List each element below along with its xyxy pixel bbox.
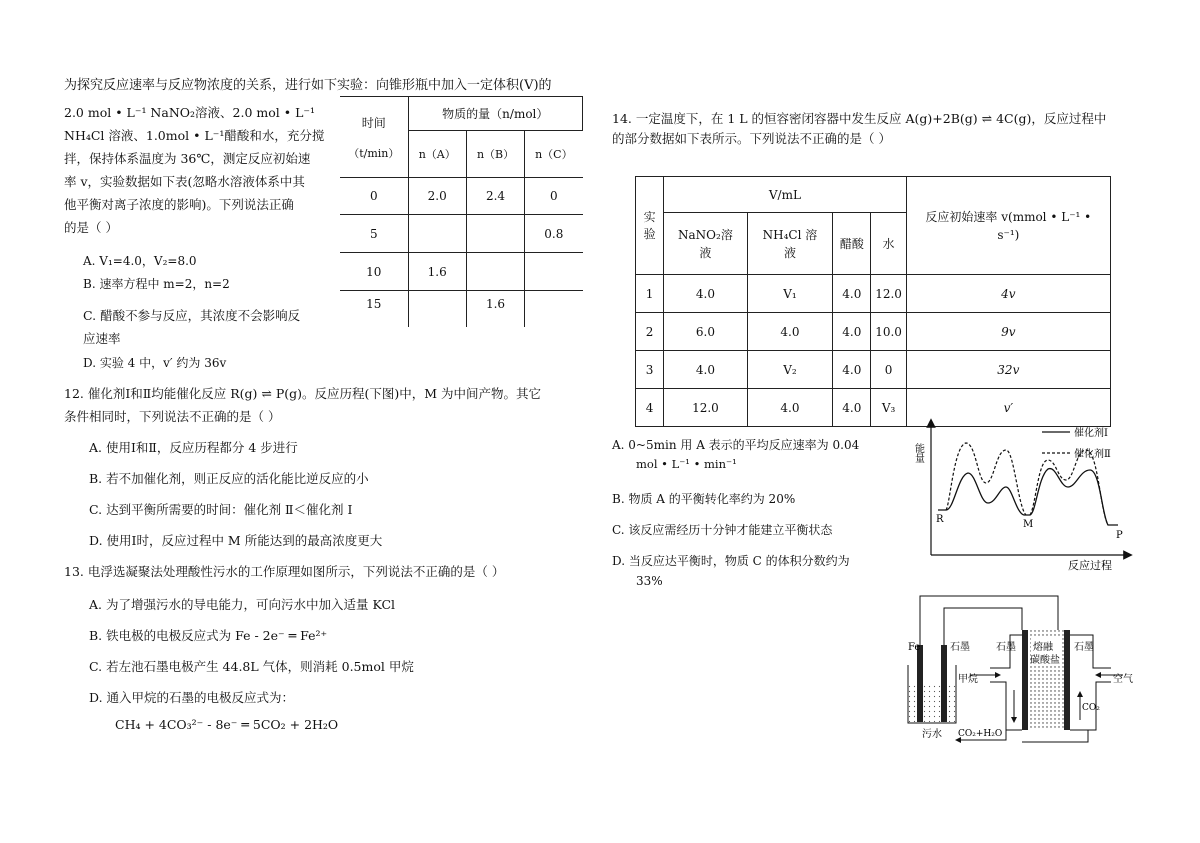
table-cell: 4.0	[833, 351, 871, 389]
graphite-label-mid: 石墨	[996, 642, 1016, 653]
salt-label-1: 熔融	[1033, 642, 1053, 653]
y-axis-label: 能量	[912, 443, 924, 463]
table-cell	[525, 291, 583, 327]
air-label: 空气	[1113, 674, 1133, 685]
q12-line: 12. 催化剂Ⅰ和Ⅱ均能催化反应 R(g) ⇌ P(g)。反应历程(下图)中，M 为中间产物。其它	[64, 386, 542, 401]
q14-option-a-cont: mol • L⁻¹ • min⁻¹	[636, 457, 737, 471]
table-cell: 12.0	[664, 389, 748, 427]
q12-option-a: A. 使用Ⅰ和Ⅱ，反应历程都分 4 步进行	[89, 440, 298, 455]
table-row	[636, 313, 1111, 351]
table-cell	[466, 215, 524, 253]
fe-label: Fe	[908, 642, 921, 653]
col-header: 醋酸	[833, 213, 871, 275]
experiment-table	[635, 176, 1111, 427]
table-row	[340, 215, 583, 253]
graphite-label-left: 石墨	[950, 642, 970, 653]
energy-diagram	[896, 415, 1136, 575]
amount-header: 物质的量（n/mol）	[408, 97, 582, 131]
table-cell	[466, 253, 524, 291]
table-cell: 1	[636, 275, 664, 313]
x-axis-label: 反应过程	[1068, 559, 1112, 572]
table-cell: 32v	[906, 351, 1110, 389]
table-cell	[408, 291, 466, 327]
table-cell: 2.4	[466, 178, 524, 215]
table-cell: 4	[636, 389, 664, 427]
q12-option-c: C. 达到平衡所需要的时间：催化剂 Ⅱ＜催化剂 Ⅰ	[89, 502, 353, 517]
table-row	[340, 253, 583, 291]
table-cell: 4.0	[833, 275, 871, 313]
q13-option-c: C. 若左池石墨电极产生 44.8L 气体，则消耗 0.5mol 甲烷	[89, 659, 414, 674]
table-cell: V₃	[871, 389, 906, 427]
table-cell: 10	[340, 253, 408, 291]
table-row	[636, 351, 1111, 389]
graphite-electrode-left	[941, 645, 947, 722]
exhaust-label: CO₂+H₂O	[958, 729, 1003, 739]
fe-electrode	[917, 645, 923, 722]
table-cell: 0	[525, 178, 583, 215]
q13-option-a: A. 为了增强污水的导电能力，可向污水中加入适量 KCl	[89, 597, 396, 612]
table-cell: 3	[636, 351, 664, 389]
q11-line: 他平衡对离子浓度的影响)。下列说法正确	[64, 197, 294, 212]
q11-option-c-cont: 应速率	[83, 331, 121, 346]
q13-option-d: D. 通入甲烷的石墨的电极反应式为：	[89, 690, 295, 705]
table-row	[340, 178, 583, 215]
co2-recycle-line	[1022, 730, 1088, 742]
table-cell: 10.0	[871, 313, 906, 351]
time-header: 时间 （t/min）	[340, 97, 408, 178]
table-cell	[408, 215, 466, 253]
curve-catalyst-1	[938, 469, 1118, 525]
volume-header: V/mL	[664, 177, 907, 213]
q11-option-a: A. V₁=4.0，V₂=8.0	[83, 254, 197, 268]
table-cell: 6.0	[664, 313, 748, 351]
rate-header: 反应初始速率 v(mmol • L⁻¹ • s⁻¹)	[906, 177, 1110, 275]
q11-option-b: B. 速率方程中 m=2，n=2	[83, 277, 230, 291]
graphite-electrode-mid	[1022, 630, 1028, 730]
q11-line: 拌，保持体系温度为 36℃，测定反应初始速	[64, 151, 311, 166]
table-cell: 4.0	[833, 313, 871, 351]
col-header: NH₄Cl 溶液	[747, 213, 833, 275]
table-cell: v′	[906, 389, 1110, 427]
table-cell: V₂	[747, 351, 833, 389]
q14-line: 的部分数据如下表所示。下列说法不正确的是（ ）	[612, 131, 891, 146]
q13-equation: CH₄ + 4CO₃²⁻ - 8e⁻ ═ 5CO₂ + 2H₂O	[115, 717, 339, 732]
col-header: NaNO₂溶液	[664, 213, 748, 275]
col-header: n（A）	[408, 131, 466, 178]
q11-line: NH₄Cl 溶液、1.0mol • L⁻¹醋酸和水，充分搅	[64, 128, 325, 143]
methane-label: 甲烷	[958, 674, 978, 685]
table-cell: 4v	[906, 275, 1110, 313]
table-cell: 2.0	[408, 178, 466, 215]
col-header: n（B）	[466, 131, 524, 178]
q12-line: 条件相同时，下列说法不正确的是（ ）	[64, 409, 281, 424]
table-cell: 0	[871, 351, 906, 389]
cell-diagram	[898, 590, 1143, 750]
wastewater-liquid	[909, 685, 955, 722]
col-header: 水	[871, 213, 906, 275]
table-cell: 5	[340, 215, 408, 253]
table-cell: 2	[636, 313, 664, 351]
q11-line: 率 v，实验数据如下表(忽略水溶液体系中其	[64, 174, 305, 189]
amount-table	[340, 96, 583, 327]
table-cell: 1.6	[408, 253, 466, 291]
graphite-electrode-right	[1064, 630, 1070, 730]
table-cell: 4.0	[833, 389, 871, 427]
table-cell: 12.0	[871, 275, 906, 313]
q11-option-c: C. 醋酸不参与反应，其浓度不会影响反	[83, 308, 301, 323]
legend-catalyst-1: 催化剂Ⅰ	[1074, 428, 1108, 439]
q14-option-a: A. 0~5min 用 A 表示的平均反应速率为 0.04	[612, 438, 860, 452]
table-row	[636, 275, 1111, 313]
q14-option-d: D. 当反应达平衡时，物质 C 的体积分数约为	[612, 554, 850, 568]
table-cell: 4.0	[664, 351, 748, 389]
graphite-label-right: 石墨	[1074, 642, 1094, 653]
label-p: P	[1116, 530, 1123, 541]
wastewater-label: 污水	[922, 729, 942, 740]
table-cell	[525, 253, 583, 291]
label-m: M	[1023, 519, 1034, 530]
table-cell: V₁	[747, 275, 833, 313]
q14-option-c: C. 该反应需经历十分钟才能建立平衡状态	[612, 523, 833, 537]
q12-option-b: B. 若不加催化剂，则正反应的活化能比逆反应的小	[89, 471, 369, 486]
q13-option-b: B. 铁电极的电极反应式为 Fe - 2e⁻ ═ Fe²⁺	[89, 628, 328, 643]
table-cell: 15	[340, 291, 408, 327]
salt-label-2: 碳酸盐	[1030, 655, 1060, 666]
label-r: R	[936, 514, 944, 525]
q14-option-b: B. 物质 A 的平衡转化率约为 20%	[612, 492, 796, 506]
q11-line: 的是（ ）	[64, 220, 118, 235]
q14-option-d-cont: 33%	[636, 574, 663, 588]
q12-option-d: D. 使用Ⅰ时，反应过程中 M 所能达到的最高浓度更大	[89, 533, 383, 548]
q11-option-d: D. 实验 4 中，v′ 约为 36v	[83, 356, 227, 370]
table-cell: 0.8	[525, 215, 583, 253]
table-row	[340, 291, 583, 327]
co2-label: CO₂	[1082, 703, 1100, 713]
exp-header: 实验	[636, 177, 664, 275]
legend-catalyst-2: 催化剂Ⅱ	[1074, 449, 1111, 460]
table-cell: 4.0	[747, 313, 833, 351]
q14-line: 14. 一定温度下，在 1 L 的恒容密闭容器中发生反应 A(g)+2B(g) ⇌ 4C(g)，反应过程中	[612, 111, 1107, 126]
table-cell: 9v	[906, 313, 1110, 351]
table-cell: 0	[340, 178, 408, 215]
table-cell: 4.0	[664, 275, 748, 313]
q11-intro: 为探究反应速率与反应物浓度的关系，进行如下实验：向锥形瓶中加入一定体积(V)的	[64, 78, 552, 93]
q11-line: 2.0 mol • L⁻¹ NaNO₂溶液、2.0 mol • L⁻¹	[64, 105, 315, 120]
table-cell: 1.6	[466, 291, 524, 327]
col-header: n（C）	[525, 131, 583, 178]
q13-stem: 13. 电浮选凝聚法处理酸性污水的工作原理如图所示，下列说法不正确的是（ ）	[64, 564, 505, 579]
table-cell: 4.0	[747, 389, 833, 427]
